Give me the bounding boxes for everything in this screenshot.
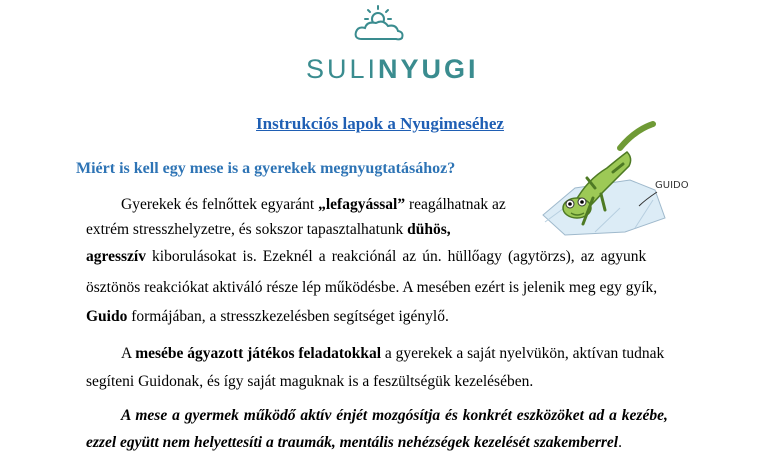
paragraph-1-line-2: extrém stresszhelyzetre, és sokszor tapasztalhatunk dühös, bbox=[86, 221, 451, 238]
paragraph-2-line-2: segíteni Guidonak, és így saját maguknak is a feszültségük kezelésében. bbox=[86, 373, 534, 390]
paragraph-1-line-1: Gyerekek és felnőttek egyaránt „lefagyással” reagálhatnak az bbox=[121, 196, 506, 213]
paragraph-2-line-1: A mesébe ágyazott játékos feladatokkal a gyerekek a saját nyelvükön, aktívan tudnak bbox=[121, 345, 665, 362]
cloud-sun-icon bbox=[350, 4, 410, 44]
guido-lizard-illustration bbox=[535, 120, 700, 240]
guido-label: GUIDO bbox=[655, 180, 689, 191]
logo-wordmark: SULINYUGI bbox=[306, 54, 479, 84]
paragraph-3-line-1: A mese a gyermek működő aktív énjét mozgósítja és konkrét eszközöket ad a kezébe, bbox=[121, 407, 668, 424]
paragraph-1-line-4: ösztönös reakciókat aktiváló része lép működésbe. A mesében ezért is jelenik meg egy gyík, bbox=[86, 279, 658, 296]
sulinyugi-logo bbox=[300, 4, 479, 84]
page-title: Instrukciós lapok a Nyugimeséhez bbox=[256, 114, 504, 133]
section-heading: Miért is kell egy mese is a gyerekek megnyugtatásához? bbox=[76, 160, 456, 177]
paragraph-3-line-2: ezzel együtt nem helyettesíti a traumák, mentális nehézségek kezelését szakemberrel. bbox=[86, 434, 622, 451]
paragraph-1-line-3: agresszív kiborulásokat is. Ezeknél a reakciónál az ún. hüllőagy (agytörzs), az agyunk bbox=[86, 248, 647, 265]
paragraph-1-line-5: Guido formájában, a stresszkezelésben segítséget igénylő. bbox=[86, 308, 449, 325]
